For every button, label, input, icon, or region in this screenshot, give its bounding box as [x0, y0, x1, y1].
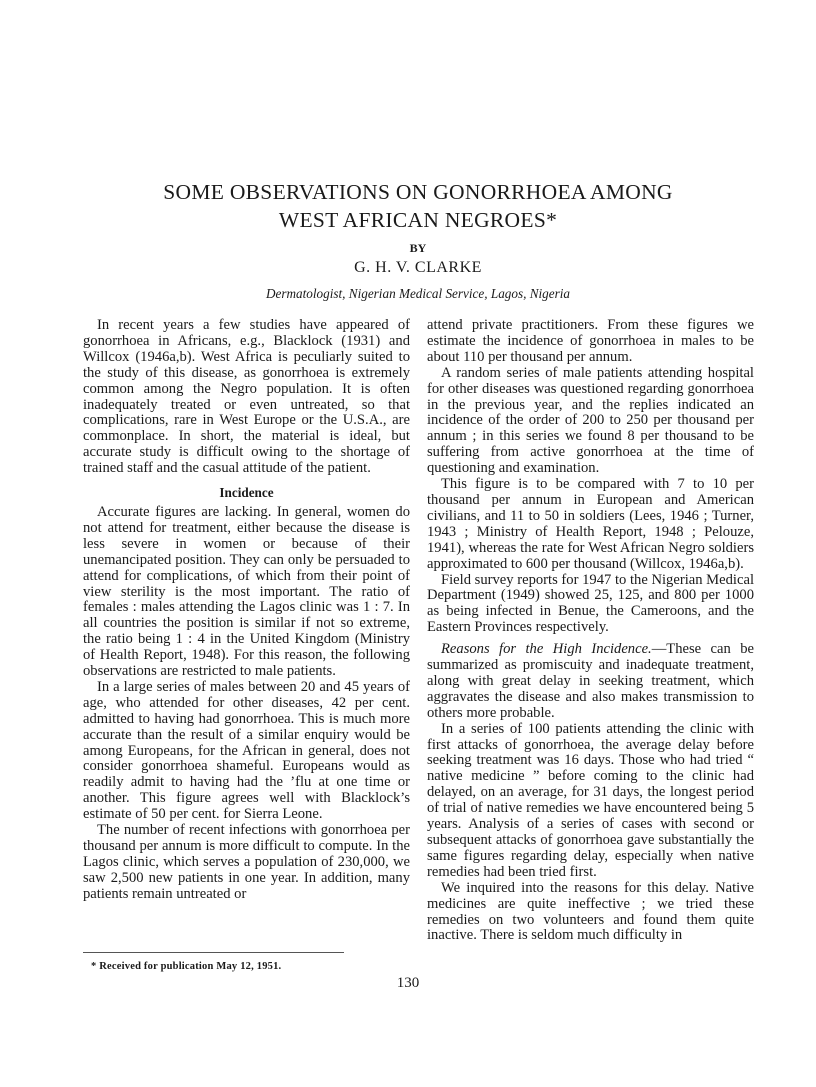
- right-column: [427, 318, 754, 944]
- paragraph-reasons: [427, 642, 754, 722]
- paragraph: A random series of male patients attending hospital for other diseases was questioned regarding gonorrhoea in the previous year, and the replies indicated an incidence of the order of 200 to 250 per thousand per annum ; in this series we found 8 per thousand to be suffering from active gonorrhoea at the time of questioning and examination.: [427, 364, 754, 477]
- page-number: 130: [396, 975, 420, 991]
- title-line-1: SOME OBSERVATIONS ON GONORRHOEA AMONG: [163, 180, 673, 204]
- paragraph: Field survey reports for 1947 to the Nigerian Medical Department (1949) showed 25, 125, and 800 per 1000 as being infected in Benue, the Cameroons, and the Eastern Provinces respectively.: [427, 571, 754, 636]
- paragraph: The number of recent infections with gonorrhoea per thousand per annum is more difficult to compute. In the Lagos clinic, which serves a population of 230,000, we saw 2,500 new patients in one year. In addition, many patients remain untreated or: [83, 822, 410, 902]
- run-in-heading: Reasons for the High Incidence.: [441, 641, 652, 658]
- title-line-2: WEST AFRICAN NEGROES*: [278, 208, 558, 232]
- paragraph: We inquired into the reasons for this delay. Native medicines are quite ineffective ; we tried these remedies on two volunteers and found them quite inactive. There is seldom much difficulty in: [427, 879, 754, 944]
- left-column: [83, 318, 410, 903]
- paragraph: attend private practitioners. From these figures we estimate the incidence of gonorrhoea in males to be about 110 per thousand per annum.: [427, 317, 754, 365]
- section-heading-incidence: Incidence: [219, 485, 274, 501]
- byline-label: BY: [409, 241, 427, 255]
- paragraph-text: —These can be summarized as promiscuity and inadequate treatment, along with great delay in seeking treatment, which aggravates the disease and also makes transmission to others more probable.: [427, 641, 754, 721]
- author-affiliation: Dermatologist, Nigerian Medical Service, Lagos, Nigeria: [265, 286, 570, 301]
- article-title: [100, 178, 736, 234]
- paragraph: In recent years a few studies have appeared of gonorrhoea in Africans, e.g., Blacklock (1931) and Willcox (1946a,b). West Africa is peculiarly suited to the study of this disease, as gonorrhoea is extremely common among the Negro population. It is often inadequately treated or even untreated, so that complications, rare in West Europe or the U.S.A., are commonplace. In short, the material is ideal, but accurate study is difficult owing to the shortage of trained staff and the casual attitude of the patient.: [83, 317, 410, 477]
- footnote-rule: [83, 952, 344, 953]
- paragraph: This figure is to be compared with 7 to 10 per thousand per annum in European and American civilians, and 11 to 50 in soldiers (Lees, 1946 ; Turner, 1943 ; Ministry of Health Report, 1948 ; Pelouze, 1941), whereas the rate for West African Negro soldiers approximated to 600 per thousand (Willcox, 1946a,b).: [427, 476, 754, 572]
- footnote: * Received for publication May 12, 1951.: [91, 961, 282, 972]
- paragraph: Accurate figures are lacking. In general, women do not attend for treatment, either because the disease is less severe in women or because of their unemancipated position. They can only be persuaded to attend for complications, of which from their point of view sterility is the most important. The ratio of females : males attending the Lagos clinic was 1 : 7. In all countries the position is similar if not so extreme, the ratio being 1 : 4 in the United Kingdom (Ministry of Health Report, 1948). For this reason, the following observations are restricted to male patients.: [83, 503, 410, 680]
- paragraph: In a large series of males between 20 and 45 years of age, who attended for other diseases, 42 per cent. admitted to having had gonorrhoea. This is much more accurate than the result of a similar enquiry would be among Europeans, for the African in general, does not consider gonorrhoea shameful. Europeans would as readily admit to having had the ’flu at one time or another. This figure agrees well with Blacklock’s estimate of 50 per cent. for Sierra Leone.: [83, 678, 410, 823]
- author-name: G. H. V. CLARKE: [354, 259, 482, 276]
- paragraph: In a series of 100 patients attending the clinic with first attacks of gonorrhoea, the average delay before seeking treatment was 16 days. Those who had tried “ native medicine ” before coming to the clinic had delayed, on an average, for 31 days, the longest period of trial of native remedies we have encountered being 5 years. Analysis of a series of cases with second or subsequent attacks of gonorrhoea gave substantially the same figures regarding delay, especially when native remedies had been tried first.: [427, 720, 754, 880]
